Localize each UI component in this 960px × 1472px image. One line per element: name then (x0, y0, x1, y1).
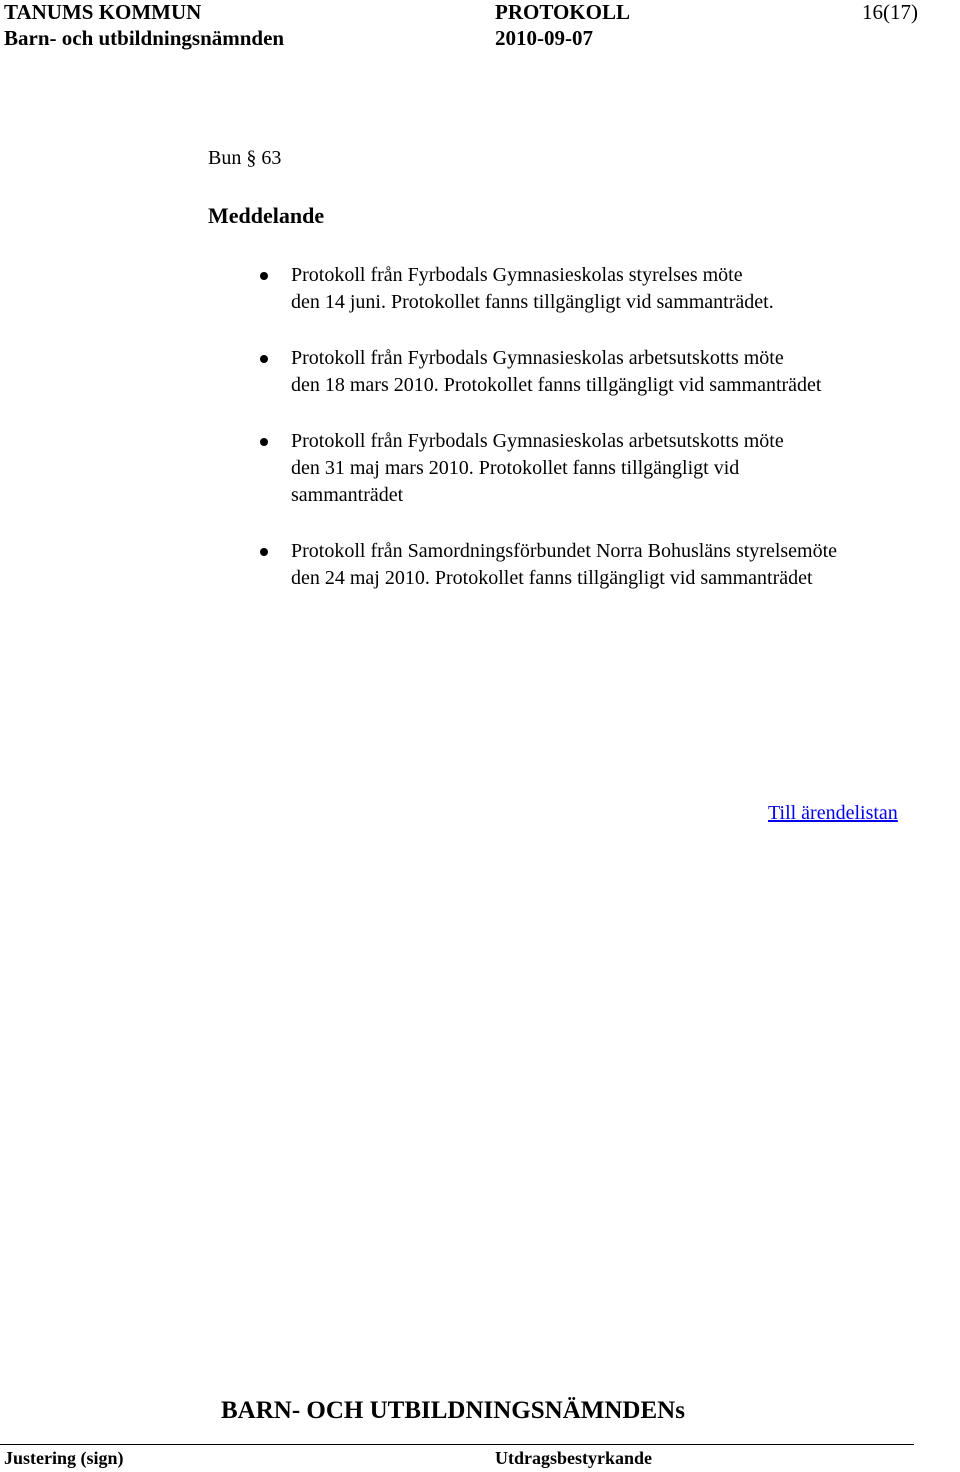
item-line: Protokoll från Fyrbodals Gymnasieskolas arbetsutskotts möte (291, 347, 784, 369)
item-line: den 24 maj 2010. Protokollet fanns tillgängligt vid sammanträdet (291, 567, 813, 589)
message-list (208, 262, 938, 592)
bullet-icon (260, 355, 268, 363)
list-item (208, 262, 938, 316)
org-name: TANUMS KOMMUN (4, 0, 202, 24)
footer-committee-title: BARN- OCH UTBILDNINGSNÄMNDENs (221, 1397, 685, 1424)
list-item (208, 538, 938, 592)
bullet-icon (260, 438, 268, 446)
section-reference: Bun § 63 (208, 147, 282, 169)
doc-type: PROTOKOLL (495, 0, 630, 24)
section-heading: Meddelande (208, 203, 325, 228)
meeting-date: 2010-09-07 (495, 26, 593, 50)
page-number: 16(17) (862, 0, 918, 24)
item-line: Protokoll från Fyrbodals Gymnasieskolas arbetsutskotts möte (291, 430, 784, 452)
item-line: Protokoll från Samordningsförbundet Norra Bohusläns styrelsemöte (291, 540, 838, 562)
item-line: den 18 mars 2010. Protokollet fanns tillgängligt vid sammanträdet (291, 374, 822, 396)
item-line: den 31 maj mars 2010. Protokollet fanns tillgängligt vid (291, 457, 740, 479)
back-to-agenda-link[interactable]: Till ärendelistan (768, 802, 898, 824)
bullet-icon (260, 272, 268, 280)
list-item (208, 428, 938, 509)
bullet-icon (260, 548, 268, 556)
item-line: sammanträdet (291, 484, 404, 506)
item-line: Protokoll från Fyrbodals Gymnasieskolas styrelses möte (291, 264, 743, 286)
list-item (208, 345, 938, 399)
item-line: den 14 juni. Protokollet fanns tillgängligt vid sammanträdet. (291, 291, 774, 313)
footer-divider (0, 1444, 914, 1445)
justering-label: Justering (sign) (4, 1448, 124, 1468)
utdrag-label: Utdragsbestyrkande (495, 1448, 653, 1468)
committee-name: Barn- och utbildningsnämnden (4, 26, 285, 50)
